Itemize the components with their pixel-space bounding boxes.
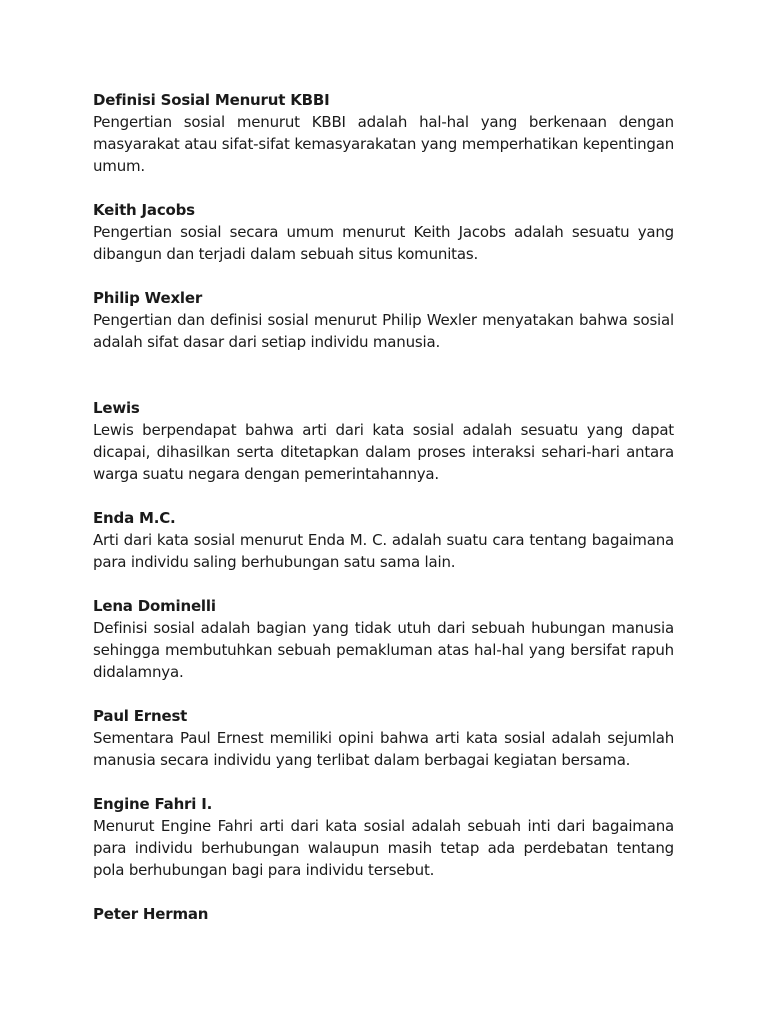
section-paragraph: Definisi sosial adalah bagian yang tidak utuh dari sebuah hubungan manusia sehingga membutuhkan sebuah pemakluman atas hal-hal yang bersifat rapuh didalamnya. xyxy=(93,619,674,681)
section-philip-wexler xyxy=(93,287,674,353)
section-lena-dominelli xyxy=(93,595,674,683)
spacer xyxy=(93,573,674,595)
section-keith-jacobs xyxy=(93,199,674,265)
spacer xyxy=(93,683,674,705)
section-paul-ernest xyxy=(93,705,674,771)
section-engine-fahri xyxy=(93,793,674,881)
section-heading: Engine Fahri I. xyxy=(93,795,213,813)
section-heading: Peter Herman xyxy=(93,905,209,923)
spacer xyxy=(93,353,674,397)
section-kbbi xyxy=(93,89,674,177)
section-paragraph: Pengertian dan definisi sosial menurut Philip Wexler menyatakan bahwa sosial adalah sifat dasar dari setiap individu manusia. xyxy=(93,311,674,351)
spacer xyxy=(93,485,674,507)
section-peter-herman xyxy=(93,903,674,925)
spacer xyxy=(93,771,674,793)
section-paragraph: Arti dari kata sosial menurut Enda M. C. adalah suatu cara tentang bagaimana para individu saling berhubungan satu sama lain. xyxy=(93,531,674,571)
spacer xyxy=(93,177,674,199)
section-paragraph: Sementara Paul Ernest memiliki opini bahwa arti kata sosial adalah sejumlah manusia secara individu yang terlibat dalam berbagai kegiatan bersama. xyxy=(93,729,674,769)
section-paragraph: Menurut Engine Fahri arti dari kata sosial adalah sebuah inti dari bagaimana para individu berhubungan walaupun masih tetap ada perdebatan tentang pola berhubungan bagi para individu tersebut. xyxy=(93,817,674,879)
section-paragraph: Pengertian sosial secara umum menurut Keith Jacobs adalah sesuatu yang dibangun dan terjadi dalam sebuah situs komunitas. xyxy=(93,223,674,263)
spacer xyxy=(93,265,674,287)
section-heading: Paul Ernest xyxy=(93,707,188,725)
section-paragraph: Pengertian sosial menurut KBBI adalah hal-hal yang berkenaan dengan masyarakat atau sifat-sifat kemasyarakatan yang memperhatikan kepentingan umum. xyxy=(93,113,674,175)
section-heading: Enda M.C. xyxy=(93,509,176,527)
section-heading: Philip Wexler xyxy=(93,289,203,307)
section-enda-mc xyxy=(93,507,674,573)
section-heading: Keith Jacobs xyxy=(93,201,195,219)
section-lewis xyxy=(93,397,674,485)
document-page xyxy=(93,89,674,925)
section-heading: Definisi Sosial Menurut KBBI xyxy=(93,91,330,109)
section-heading: Lewis xyxy=(93,399,140,417)
section-paragraph: Lewis berpendapat bahwa arti dari kata sosial adalah sesuatu yang dapat dicapai, dihasilkan serta ditetapkan dalam proses interaksi sehari-hari antara warga suatu negara dengan pemerintahannya. xyxy=(93,421,674,483)
section-heading: Lena Dominelli xyxy=(93,597,216,615)
spacer xyxy=(93,881,674,903)
